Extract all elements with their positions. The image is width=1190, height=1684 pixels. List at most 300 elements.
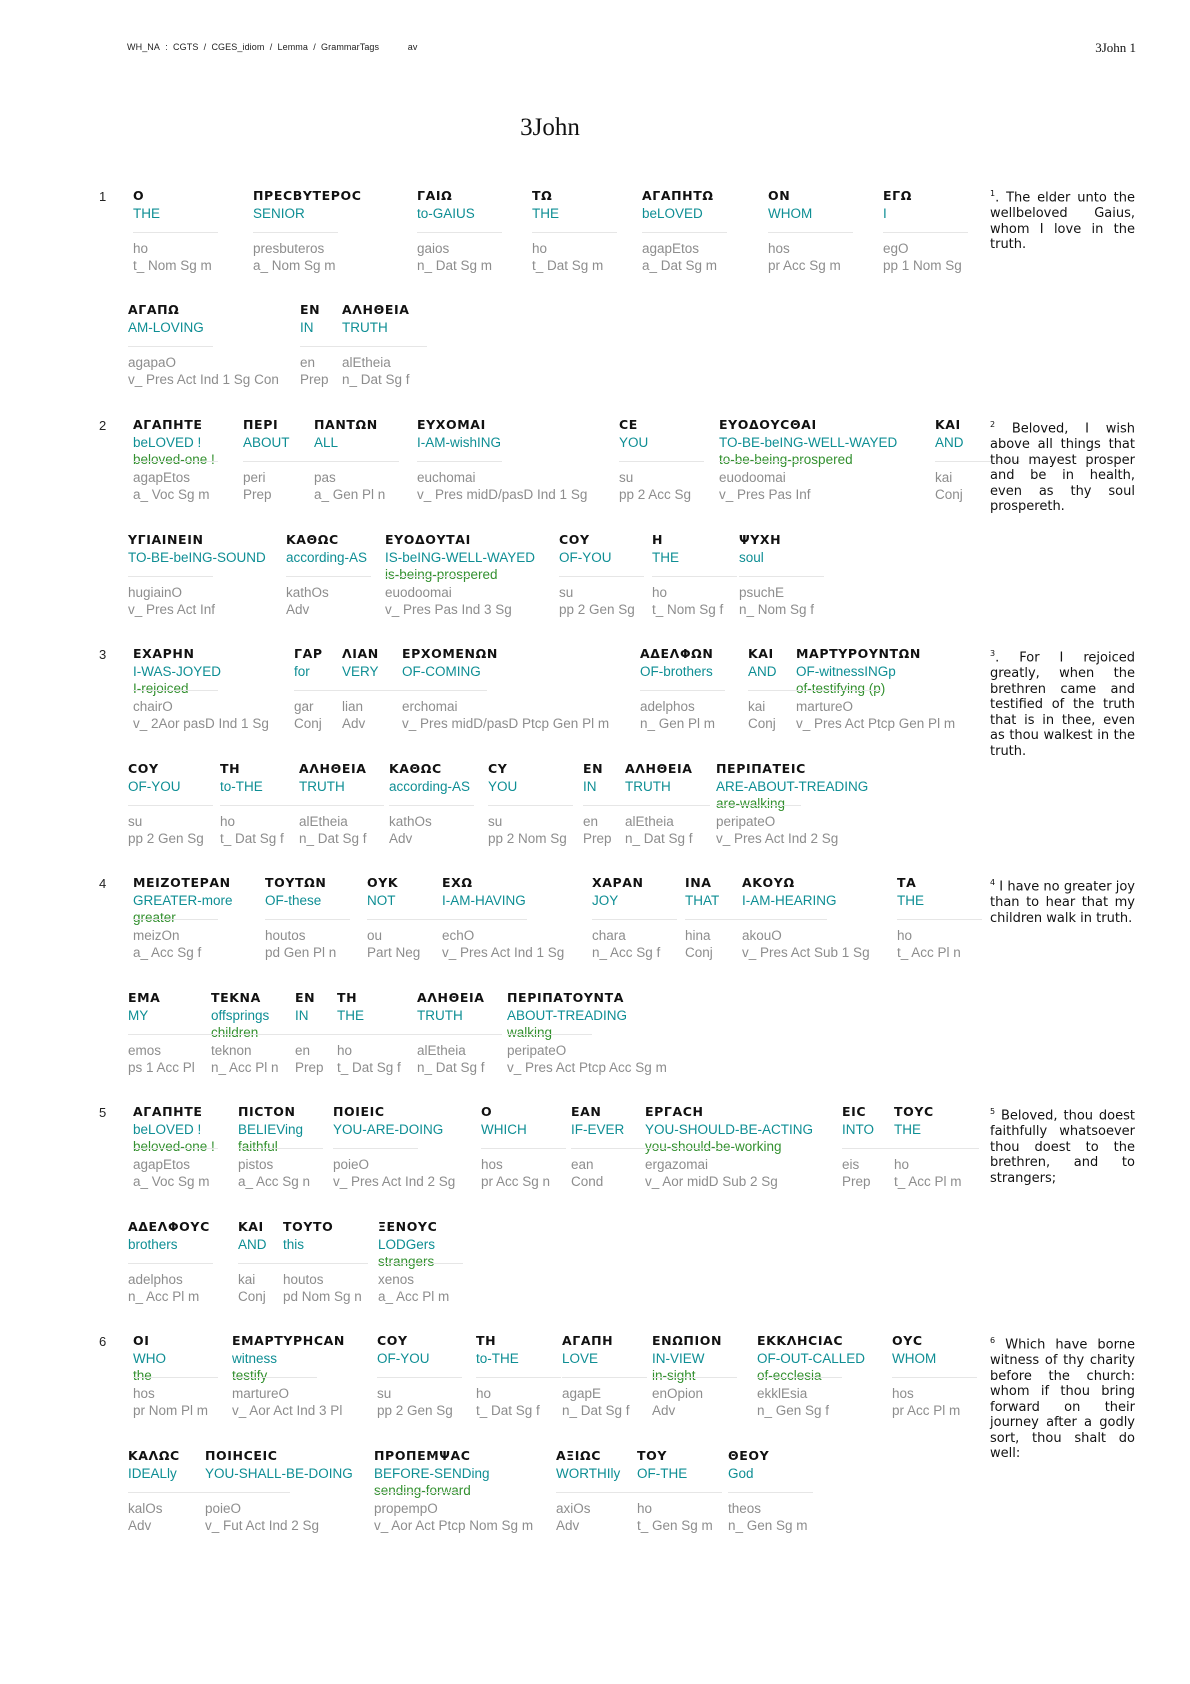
- grammar-tag: n_ Acc Pl m: [128, 1289, 200, 1304]
- greek-word: ΠΡΕϹΒΥΤΕΡΟϹ: [253, 188, 362, 203]
- lemma: meizOn: [133, 928, 180, 943]
- lemma: xenos: [378, 1272, 415, 1287]
- grammar-tag: pr Acc Pl m: [892, 1403, 961, 1418]
- word-column: [739, 532, 929, 634]
- kjv-translation: [990, 875, 1135, 926]
- greek-word: ΟΝ: [768, 188, 791, 203]
- english-gloss: OF-THE: [637, 1466, 688, 1481]
- lemma: en: [300, 355, 316, 370]
- alt-gloss: testify: [232, 1368, 268, 1383]
- grammar-tag: Conj: [238, 1289, 266, 1304]
- english-gloss: IN-VIEW: [652, 1351, 705, 1366]
- gloss-divider: [286, 576, 371, 577]
- english-gloss: IN: [300, 320, 314, 335]
- grammar-tag: n_ Gen Sg m: [728, 1518, 808, 1533]
- greek-word: ΕΝΩΠΙΟΝ: [652, 1333, 723, 1348]
- kjv-translation: [990, 646, 1135, 759]
- english-gloss: NOT: [367, 893, 396, 908]
- verse-number: 4: [99, 876, 107, 891]
- word-column: [128, 302, 321, 404]
- greek-word: ΠΙϹΤΟΝ: [238, 1104, 296, 1119]
- english-gloss: YOU: [488, 779, 518, 794]
- greek-word: ΕΙϹ: [842, 1104, 867, 1119]
- grammar-tag: Conj: [935, 487, 963, 502]
- lemma: propempO: [374, 1501, 438, 1516]
- lemma: agapaO: [128, 355, 177, 370]
- english-gloss: beLOVED !: [133, 435, 202, 450]
- lemma: kai: [935, 470, 953, 485]
- gloss-divider: [559, 576, 644, 577]
- gloss-divider: [719, 461, 804, 462]
- grammar-tag: v_ Pres Act Ind 1 Sg: [442, 945, 565, 960]
- greek-word: ΑΓΑΠΗΤΩ: [642, 188, 714, 203]
- lemma: houtos: [283, 1272, 324, 1287]
- verse-number: 3: [99, 647, 107, 662]
- grammar-tag: a_ Acc Sg n: [238, 1174, 311, 1189]
- greek-word: ΥΓΙΑΙΝΕΙΝ: [128, 532, 204, 547]
- gloss-divider: [417, 461, 502, 462]
- english-gloss: ARE-ABOUT-TREADING: [716, 779, 869, 794]
- english-gloss: TRUTH: [417, 1008, 463, 1023]
- grammar-tag: t_ Dat Sg f: [476, 1403, 540, 1418]
- lemma: teknon: [211, 1043, 252, 1058]
- lemma: egO: [883, 241, 909, 256]
- greek-word: ΠΑΝΤΩΝ: [314, 417, 378, 432]
- grammar-tag: a_ Voc Sg m: [133, 1174, 210, 1189]
- english-gloss: this: [283, 1237, 305, 1252]
- lemma: kathOs: [286, 585, 329, 600]
- grammar-tag: n_ Acc Sg f: [592, 945, 661, 960]
- alt-gloss: strangers: [378, 1254, 435, 1269]
- lemma: ho: [220, 814, 236, 829]
- gloss-divider: [283, 1263, 368, 1264]
- word-column: [417, 417, 607, 519]
- lemma: su: [619, 470, 634, 485]
- greek-word: ϹΥ: [488, 761, 508, 776]
- lemma: euodoomai: [385, 585, 452, 600]
- grammar-tag: Prep: [243, 487, 272, 502]
- grammar-tag: Adv: [556, 1518, 580, 1533]
- lemma: houtos: [265, 928, 306, 943]
- word-column: [253, 188, 443, 290]
- grammar-tag: Adv: [286, 602, 310, 617]
- english-gloss: WHO: [133, 1351, 166, 1366]
- greek-word: Ο: [133, 188, 145, 203]
- grammar-tag: n_ Dat Sg f: [417, 1060, 485, 1075]
- kjv-text: I have no greater joy than to hear that my children walk in truth.: [990, 879, 1135, 926]
- gloss-divider: [128, 1034, 213, 1035]
- english-gloss: OF-YOU: [377, 1351, 430, 1366]
- lemma: eis: [842, 1157, 860, 1172]
- alt-gloss: the: [133, 1368, 152, 1383]
- greek-word: ΠΕΡΙΠΑΤΟΥΝΤΑ: [507, 990, 625, 1005]
- gloss-divider: [205, 1492, 290, 1493]
- english-gloss: THE: [337, 1008, 364, 1023]
- gloss-divider: [637, 1492, 722, 1493]
- english-gloss: AND: [238, 1237, 267, 1252]
- grammar-tag: v_ Pres Act Ind 2 Sg: [716, 831, 839, 846]
- word-column: [728, 1448, 918, 1550]
- lemma: hugiainO: [128, 585, 183, 600]
- english-gloss: YOU-SHALL-BE-DOING: [205, 1466, 353, 1481]
- greek-word: ΚΑΘΩϹ: [286, 532, 339, 547]
- grammar-tag: a_ Acc Sg f: [133, 945, 202, 960]
- gloss-divider: [645, 1148, 730, 1149]
- word-column: [385, 532, 575, 634]
- lemma: euchomai: [417, 470, 476, 485]
- gloss-divider: [389, 805, 474, 806]
- english-gloss: THE: [897, 893, 924, 908]
- lemma: ho: [532, 241, 548, 256]
- lemma: martureO: [796, 699, 854, 714]
- kjv-text: Beloved, thou doest faithfully whatsoever thou doest to the brethren, and to strangers;: [990, 1108, 1135, 1186]
- grammar-tag: v_ Aor Act Ptcp Nom Sg m: [374, 1518, 534, 1533]
- greek-word: ΕΡΧΟΜΕΝΩΝ: [402, 646, 498, 661]
- grammar-tag: v_ Pres midD/pasD Ptcp Gen Pl m: [402, 716, 610, 731]
- greek-word: ΠΟΙΗϹΕΙϹ: [205, 1448, 278, 1463]
- gloss-divider: [128, 805, 213, 806]
- greek-word: ΟΥΚ: [367, 875, 399, 890]
- gloss-divider: [507, 1034, 592, 1035]
- lemma: psuchE: [739, 585, 785, 600]
- gloss-divider: [377, 1377, 462, 1378]
- gloss-divider: [133, 919, 218, 920]
- gloss-divider: [265, 919, 350, 920]
- greek-word: ΑΛΗΘΕΙΑ: [417, 990, 485, 1005]
- gloss-divider: [211, 1034, 296, 1035]
- greek-word: ΑΓΑΠΗ: [562, 1333, 614, 1348]
- english-gloss: YOU-ARE-DOING: [333, 1122, 444, 1137]
- english-gloss: I-AM-HAVING: [442, 893, 526, 908]
- lemma: adelphos: [128, 1272, 183, 1287]
- lemma: ergazomai: [645, 1157, 709, 1172]
- grammar-tag: n_ Gen Sg f: [757, 1403, 830, 1418]
- gloss-divider: [652, 1377, 737, 1378]
- header-path: WH_NA : CGTS / CGES_idiom / Lemma / GrammarTags av: [127, 42, 418, 52]
- gloss-divider: [299, 805, 384, 806]
- greek-word: ΕΥΧΟΜΑΙ: [417, 417, 486, 432]
- grammar-tag: a_ Voc Sg m: [133, 487, 210, 502]
- english-gloss: LODGers: [378, 1237, 436, 1252]
- lemma: martureO: [232, 1386, 290, 1401]
- lemma: kalOs: [128, 1501, 163, 1516]
- english-gloss: IN: [583, 779, 597, 794]
- lemma: kai: [748, 699, 766, 714]
- alt-gloss: greater: [133, 910, 176, 925]
- english-gloss: ABOUT: [243, 435, 290, 450]
- gloss-divider: [220, 805, 305, 806]
- grammar-tag: a_ Dat Sg m: [642, 258, 718, 273]
- greek-word: ΕΝ: [300, 302, 321, 317]
- lemma: ekklEsia: [757, 1386, 808, 1401]
- kjv-text: Beloved, I wish above all things that thou mayest prosper and be in health, even as thy soul prospereth.: [990, 421, 1135, 515]
- greek-word: ΓΑΡ: [294, 646, 323, 661]
- greek-word: ΕΚΚΛΗϹΙΑϹ: [757, 1333, 844, 1348]
- grammar-tag: n_ Dat Sg f: [562, 1403, 630, 1418]
- greek-word: ΑΔΕΛΦΩΝ: [640, 646, 714, 661]
- english-gloss: GREATER-more: [133, 893, 233, 908]
- greek-word: ΤΗ: [476, 1333, 497, 1348]
- greek-word: ΕΜΑΡΤΥΡΗϹΑΝ: [232, 1333, 345, 1348]
- greek-word: ΟΥϹ: [892, 1333, 923, 1348]
- gloss-divider: [133, 1377, 218, 1378]
- greek-word: ΚΑΙ: [935, 417, 961, 432]
- english-gloss: ALL: [314, 435, 339, 450]
- gloss-divider: [883, 232, 968, 233]
- grammar-tag: pp 1 Nom Sg: [883, 258, 962, 273]
- lemma: ho: [652, 585, 668, 600]
- gloss-divider: [314, 461, 399, 462]
- grammar-tag: pp 2 Nom Sg: [488, 831, 567, 846]
- lemma: kai: [238, 1272, 256, 1287]
- english-gloss: THAT: [685, 893, 720, 908]
- grammar-tag: n_ Gen Pl m: [640, 716, 716, 731]
- greek-word: ΑΛΗΘΕΙΑ: [342, 302, 410, 317]
- word-column: [402, 646, 610, 748]
- verse-number: 1: [99, 189, 107, 204]
- alt-gloss: of-testifying (p): [796, 681, 886, 696]
- greek-word: ΕΧΑΡΗΝ: [133, 646, 195, 661]
- english-gloss: TRUTH: [625, 779, 671, 794]
- lemma: hos: [892, 1386, 914, 1401]
- english-gloss: beLOVED !: [133, 1122, 202, 1137]
- greek-word: ΑΛΗΘΕΙΑ: [299, 761, 367, 776]
- english-gloss: BELIEVing: [238, 1122, 304, 1137]
- kjv-translation: [990, 1333, 1135, 1462]
- lemma: ho: [637, 1501, 653, 1516]
- word-column: [719, 417, 909, 519]
- gloss-divider: [556, 1492, 641, 1493]
- greek-word: ΕΝ: [295, 990, 316, 1005]
- grammar-tag: t_ Nom Sg m: [133, 258, 212, 273]
- english-gloss: THE: [894, 1122, 921, 1137]
- gloss-divider: [253, 232, 338, 233]
- grammar-tag: v_ Aor Act Ind 3 Pl: [232, 1403, 343, 1418]
- lemma: peripateO: [716, 814, 776, 829]
- gloss-divider: [337, 1034, 422, 1035]
- english-gloss: THE: [532, 206, 559, 221]
- grammar-tag: v_ Pres Pas Ind 3 Sg: [385, 602, 512, 617]
- greek-word: ΛΙΑΝ: [342, 646, 379, 661]
- greek-word: ΜΑΡΤΥΡΟΥΝΤΩΝ: [796, 646, 921, 661]
- lemma: gaios: [417, 241, 450, 256]
- grammar-tag: v_ Pres Act Ind 2 Sg: [333, 1174, 456, 1189]
- greek-word: ΧΑΡΑΝ: [592, 875, 644, 890]
- greek-word: ΞΕΝΟΥϹ: [378, 1219, 438, 1234]
- gloss-divider: [742, 919, 827, 920]
- grammar-tag: v_ Pres Act Ind 1 Sg Con: [128, 372, 279, 387]
- grammar-tag: v_ Aor midD Sub 2 Sg: [645, 1174, 778, 1189]
- lemma: echO: [442, 928, 475, 943]
- english-gloss: ABOUT-TREADING: [507, 1008, 628, 1023]
- greek-word: ΤΗ: [220, 761, 241, 776]
- alt-gloss: you-should-be-working: [645, 1139, 782, 1154]
- lemma: pistos: [238, 1157, 274, 1172]
- greek-word: ΚΑΛΩϹ: [128, 1448, 180, 1463]
- greek-word: ΤΩ: [532, 188, 553, 203]
- gloss-divider: [128, 1263, 213, 1264]
- gloss-divider: [128, 1492, 213, 1493]
- gloss-divider: [716, 805, 801, 806]
- grammar-tag: Adv: [652, 1403, 676, 1418]
- greek-word: ΑΓΑΠΗΤΕ: [133, 417, 203, 432]
- gloss-divider: [367, 919, 452, 920]
- kjv-text: Which have borne witness of thy charity before the church: whom if thou bring forward on their journey after a godly sort, thou shalt do well:: [990, 1337, 1135, 1462]
- greek-word: ΙΝΑ: [685, 875, 712, 890]
- grammar-tag: Prep: [842, 1174, 871, 1189]
- kjv-verse-number: 3: [990, 649, 996, 658]
- lemma: hos: [133, 1386, 155, 1401]
- grammar-tag: pp 2 Gen Sg: [377, 1403, 453, 1418]
- grammar-tag: pd Gen Pl n: [265, 945, 337, 960]
- lemma: su: [559, 585, 574, 600]
- english-gloss: THE: [652, 550, 679, 565]
- grammar-tag: v_ Pres midD/pasD Ind 1 Sg: [417, 487, 588, 502]
- grammar-tag: Prep: [583, 831, 612, 846]
- english-gloss: YOU-SHOULD-BE-ACTING: [645, 1122, 814, 1137]
- english-gloss: AM-LOVING: [128, 320, 204, 335]
- english-gloss: God: [728, 1466, 754, 1481]
- grammar-tag: pp 2 Gen Sg: [128, 831, 204, 846]
- gloss-divider: [378, 1263, 463, 1264]
- english-gloss: OF-brothers: [640, 664, 713, 679]
- greek-word: ΤΟΥΤΩΝ: [265, 875, 327, 890]
- gloss-divider: [757, 1377, 842, 1378]
- grammar-tag: v_ 2Aor pasD Ind 1 Sg: [133, 716, 269, 731]
- greek-word: ΑΔΕΛΦΟΥϹ: [128, 1219, 210, 1234]
- lemma: ean: [571, 1157, 594, 1172]
- english-gloss: IF-EVER: [571, 1122, 625, 1137]
- alt-gloss: walking: [507, 1025, 553, 1040]
- english-gloss: THE: [133, 206, 160, 221]
- gloss-divider: [768, 232, 853, 233]
- gloss-divider: [625, 805, 710, 806]
- greek-word: ΑΚΟΥΩ: [742, 875, 795, 890]
- gloss-divider: [642, 232, 727, 233]
- grammar-tag: Prep: [295, 1060, 324, 1075]
- grammar-tag: v_ Pres Act Inf: [128, 602, 216, 617]
- english-gloss: according-AS: [389, 779, 471, 794]
- english-gloss: WHOM: [768, 206, 813, 221]
- english-gloss: OF-COMING: [402, 664, 481, 679]
- lemma: peri: [243, 470, 266, 485]
- lemma: poieO: [333, 1157, 370, 1172]
- english-gloss: witness: [232, 1351, 278, 1366]
- english-gloss: TRUTH: [342, 320, 388, 335]
- page-title: 3John: [520, 114, 580, 141]
- english-gloss: SENIOR: [253, 206, 305, 221]
- english-gloss: I-AM-HEARING: [742, 893, 837, 908]
- gloss-divider: [374, 1492, 459, 1493]
- word-column: [645, 1104, 835, 1206]
- english-gloss: INTO: [842, 1122, 875, 1137]
- grammar-tag: Part Neg: [367, 945, 421, 960]
- english-gloss: IN: [295, 1008, 309, 1023]
- grammar-tag: v_ Fut Act Ind 2 Sg: [205, 1518, 320, 1533]
- grammar-tag: a_ Gen Pl n: [314, 487, 386, 502]
- english-gloss: IDEALly: [128, 1466, 177, 1481]
- word-column: [342, 302, 532, 404]
- alt-gloss: of-ecclesia: [757, 1368, 822, 1383]
- greek-word: ΨΥΧΗ: [739, 532, 782, 547]
- greek-word: ΠΟΙΕΙϹ: [333, 1104, 385, 1119]
- english-gloss: to-THE: [476, 1351, 519, 1366]
- grammar-tag: v_ Pres Act Ptcp Acc Sg m: [507, 1060, 667, 1075]
- english-gloss: I: [883, 206, 887, 221]
- greek-word: ϹΟΥ: [559, 532, 590, 547]
- english-gloss: I-AM-wishING: [417, 435, 501, 450]
- lemma: euodoomai: [719, 470, 786, 485]
- english-gloss: OF-YOU: [559, 550, 612, 565]
- lemma: su: [377, 1386, 392, 1401]
- gloss-divider: [592, 919, 677, 920]
- gloss-divider: [238, 1148, 323, 1149]
- english-gloss: OF-OUT-CALLED: [757, 1351, 866, 1366]
- greek-word: ΕΜΑ: [128, 990, 161, 1005]
- gloss-divider: [133, 232, 218, 233]
- alt-gloss: I-rejoiced: [133, 681, 189, 696]
- grammar-tag: t_ Dat Sg f: [337, 1060, 401, 1075]
- grammar-tag: t_ Gen Sg m: [637, 1518, 713, 1533]
- english-gloss: AND: [748, 664, 777, 679]
- gloss-divider: [333, 1148, 418, 1149]
- lemma: emos: [128, 1043, 162, 1058]
- grammar-tag: pr Nom Pl m: [133, 1403, 209, 1418]
- lemma: ho: [476, 1386, 492, 1401]
- gloss-divider: [652, 576, 737, 577]
- grammar-tag: Conj: [685, 945, 713, 960]
- grammar-tag: n_ Acc Pl n: [211, 1060, 279, 1075]
- header-reference: 3John 1: [1095, 40, 1136, 55]
- english-gloss: WHICH: [481, 1122, 527, 1137]
- greek-word: Η: [652, 532, 664, 547]
- gloss-divider: [640, 690, 725, 691]
- greek-word: ΤΟΥ: [637, 1448, 668, 1463]
- greek-word: ΓΑΙΩ: [417, 188, 453, 203]
- english-gloss: LOVE: [562, 1351, 599, 1366]
- gloss-divider: [442, 919, 527, 920]
- greek-word: ΑΓΑΠΩ: [128, 302, 180, 317]
- english-gloss: for: [294, 664, 310, 679]
- grammar-tag: Conj: [748, 716, 776, 731]
- gloss-divider: [232, 1377, 317, 1378]
- lemma: peripateO: [507, 1043, 567, 1058]
- english-gloss: TO-BE-beING-SOUND: [128, 550, 266, 565]
- grammar-tag: pr Acc Sg n: [481, 1174, 551, 1189]
- gloss-divider: [133, 461, 218, 462]
- lemma: agapEtos: [642, 241, 700, 256]
- verse-number: 2: [99, 418, 107, 433]
- alt-gloss: beloved-one !: [133, 1139, 215, 1154]
- greek-word: ΕΧΩ: [442, 875, 473, 890]
- lemma: adelphos: [640, 699, 695, 714]
- gloss-divider: [128, 346, 213, 347]
- gloss-divider: [488, 805, 573, 806]
- word-column: [378, 1219, 568, 1321]
- grammar-tag: t_ Acc Pl n: [897, 945, 961, 960]
- lemma: agapEtos: [133, 470, 191, 485]
- lemma: theos: [728, 1501, 762, 1516]
- grammar-tag: ps 1 Acc Pl: [128, 1060, 195, 1075]
- gloss-divider: [402, 690, 487, 691]
- kjv-translation: [990, 186, 1135, 253]
- english-gloss: according-AS: [286, 550, 368, 565]
- grammar-tag: n_ Dat Sg f: [299, 831, 367, 846]
- grammar-tag: pp 2 Gen Sg: [559, 602, 635, 617]
- lemma: ho: [133, 241, 149, 256]
- grammar-tag: t_ Dat Sg f: [220, 831, 284, 846]
- alt-gloss: faithful: [238, 1139, 278, 1154]
